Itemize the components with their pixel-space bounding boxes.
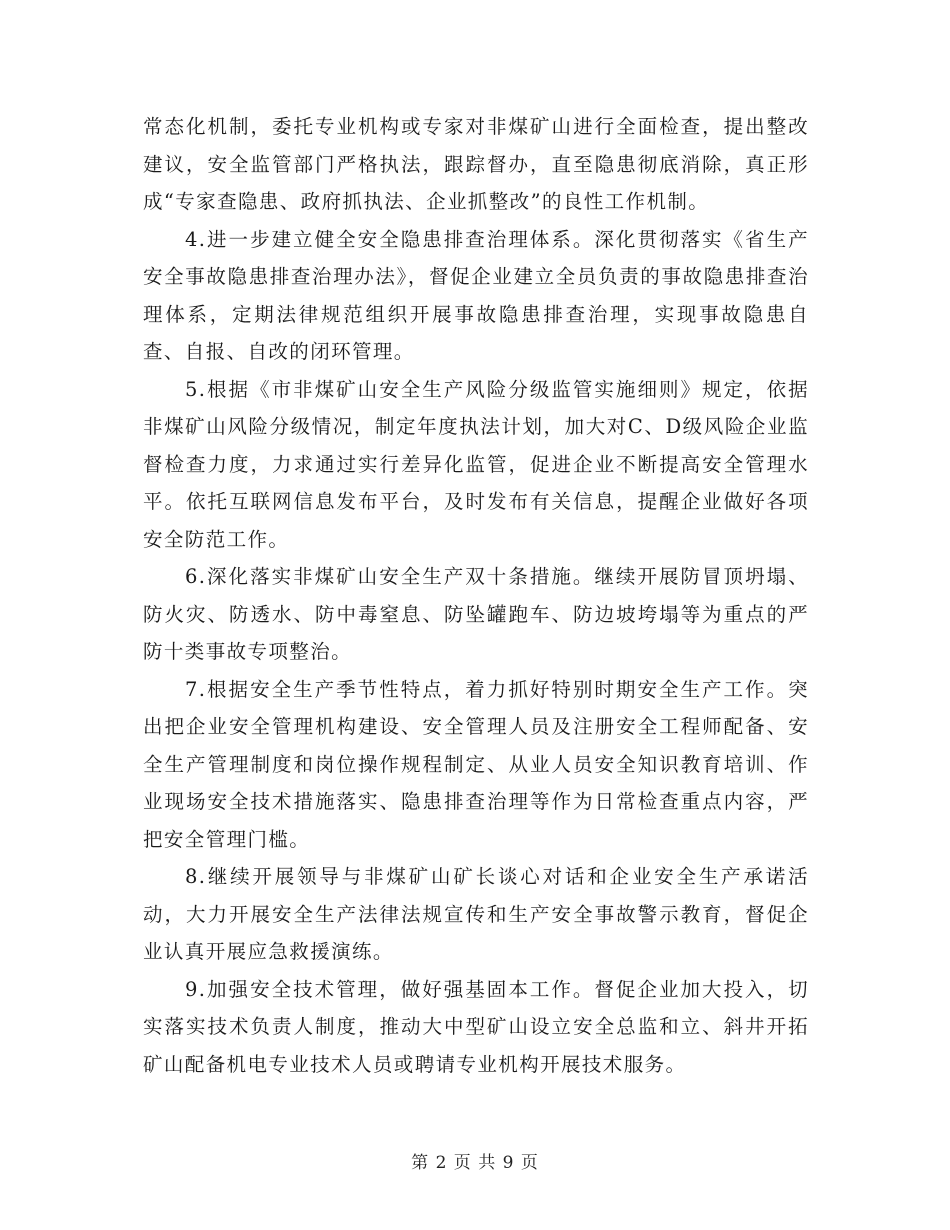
paragraph-item-4: 4.进一步建立健全安全隐患排查治理体系。深化贯彻落实《省生产安全事故隐患排查治理办法》，督促企业建立全员负责的事故隐患排查治理体系，定期法律规范组织开展事故隐患排查治理，实现事故隐患自查、自报、自改的闭环管理。 [143,227,809,363]
document-body [143,108,809,1083]
paragraph-item-8: 8.继续开展领导与非煤矿山矿长谈心对话和企业安全生产承诺活动，大力开展安全生产法律法规宣传和生产安全事故警示教育，督促企业认真开展应急救援演练。 [143,865,809,963]
paragraph-item-5: 5.根据《市非煤矿山安全生产风险分级监管实施细则》规定，依据非煤矿山风险分级情况，制定年度执法计划，加大对C、D级风险企业监督检查力度，力求通过实行差异化监管，促进企业不断提高安全管理水平。依托互联网信息发布平台，及时发布有关信息，提醒企业做好各项安全防范工作。 [143,377,809,551]
page-number-footer: 第 2 页 共 9 页 [411,1153,539,1173]
paragraph-item-7: 7.根据安全生产季节性特点，着力抓好特别时期安全生产工作。突出把企业安全管理机构建设、安全管理人员及注册安全工程师配备、安全生产管理制度和岗位操作规程制定、从业人员安全知识教育培训、作业现场安全技术措施落实、隐患排查治理等作为日常检查重点内容，严把安全管理门槛。 [143,677,809,851]
paragraph-item-9: 9.加强安全技术管理，做好强基固本工作。督促企业加大投入，切实落实技术负责人制度，推动大中型矿山设立安全总监和立、斜井开拓矿山配备机电专业技术人员或聘请专业机构开展技术服务。 [143,977,809,1076]
paragraph-continuation: 常态化机制，委托专业机构或专家对非煤矿山进行全面检查，提出整改建议，安全监管部门严格执法，跟踪督办，直至隐患彻底消除，真正形成“专家查隐患、政府抓执法、企业抓整改”的良性工作机制。 [143,115,809,213]
paragraph-item-6: 6.深化落实非煤矿山安全生产双十条措施。继续开展防冒顶坍塌、防火灾、防透水、防中毒窒息、防坠罐跑车、防边坡垮塌等为重点的严防十类事故专项整治。 [143,565,809,663]
